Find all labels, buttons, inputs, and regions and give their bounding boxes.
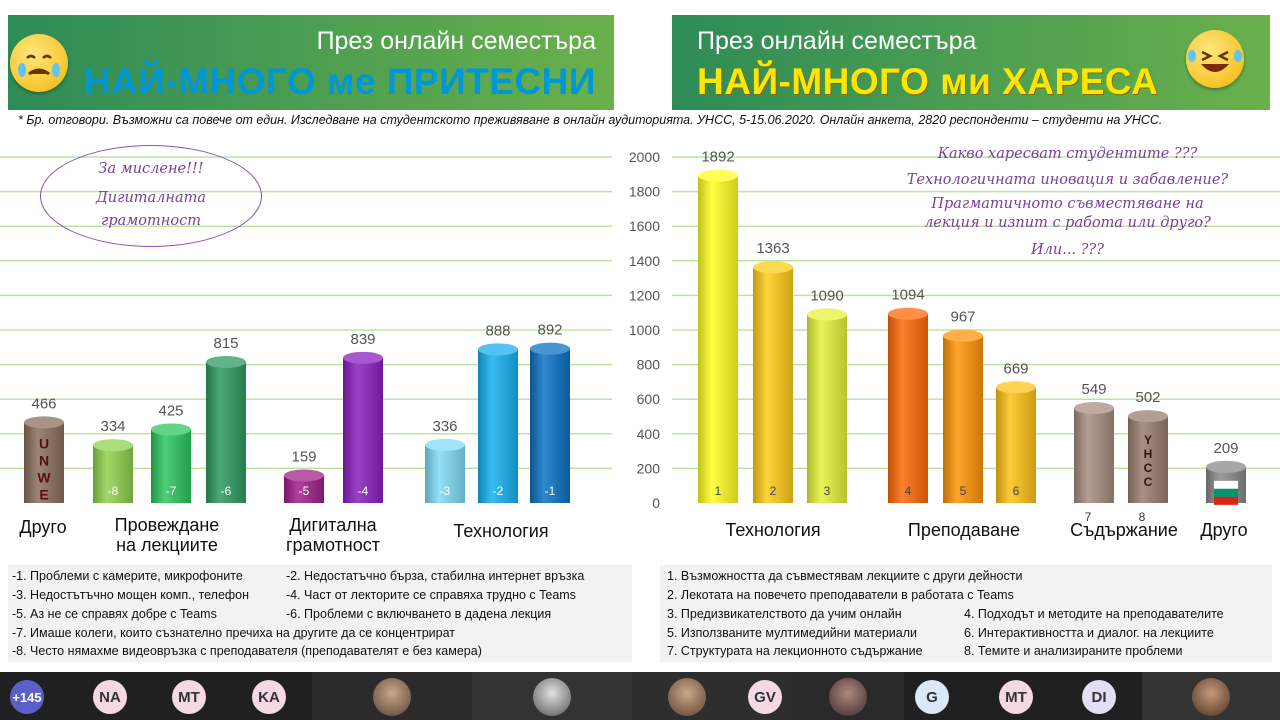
- footnote: * Бр. отговори. Възможни са повече от един. Изследване на студентското преживяване в онлайн аудиторията. УНСС, 5-15.06.2020. Онлайн анкета, 2820 респонденти – студенти на УНСС.: [18, 113, 1163, 127]
- flag-stripe: [1214, 489, 1238, 497]
- bar-top: [478, 343, 518, 355]
- bar-index-label: -1: [544, 484, 556, 498]
- bar-top: [1074, 402, 1114, 414]
- bar-index-label: 5: [959, 484, 967, 498]
- data-label: 967: [950, 308, 976, 326]
- bar-index-label: 6: [1012, 484, 1020, 498]
- bar: [807, 314, 847, 503]
- bar-top: [807, 308, 847, 320]
- data-label: 1363: [756, 240, 790, 258]
- legend-left-item: -7. Имаше колеги, които съзнателно пречиха на другите да се концентрират: [12, 626, 455, 640]
- bar-top: [151, 423, 191, 435]
- category-label: Друго: [19, 517, 67, 537]
- bar-image-letter: H: [1143, 447, 1153, 462]
- bar-image-letter: E: [39, 486, 49, 503]
- bar-top: [996, 381, 1036, 393]
- data-label: 334: [100, 418, 126, 436]
- legend-left-item: -6. Проблеми с включването в дадена лекция: [286, 607, 552, 621]
- bar-index-label: -8: [107, 484, 119, 498]
- bar-top: [206, 356, 246, 368]
- y-tick-label: 1800: [628, 183, 660, 200]
- left-note-line-2: Дигиталната: [95, 190, 206, 206]
- more-participants-badge[interactable]: +145: [10, 680, 44, 714]
- legend-right-item: 4. Подходът и методите на преподавателите: [964, 607, 1224, 621]
- participant-avatar[interactable]: NA: [93, 680, 127, 714]
- data-label: 815: [213, 335, 239, 353]
- bar-index-label: 3: [823, 484, 831, 498]
- flag-stripe: [1214, 481, 1238, 489]
- legend-right-item: 3. Предизвикателството да учим онлайн: [667, 607, 902, 621]
- bar-image-letter: Y: [1143, 433, 1153, 448]
- participant-photo[interactable]: [829, 678, 867, 716]
- data-label: 892: [537, 321, 563, 339]
- legend-right-box: [660, 565, 1272, 662]
- category-label: Технология: [453, 521, 549, 541]
- y-tick-label: 400: [636, 425, 660, 442]
- right-note-line-3: Прагматичното съвместяване на: [931, 196, 1204, 212]
- banner-left-title: НАЙ-МНОГО ме ПРИТЕСНИ: [83, 61, 596, 102]
- y-axis-ticks: [629, 149, 660, 511]
- bar-index-label: -5: [298, 484, 310, 498]
- y-tick-label: 200: [636, 460, 660, 477]
- data-label: 209: [1213, 439, 1239, 457]
- bar-index-label: -4: [357, 484, 369, 498]
- data-label: 336: [432, 417, 458, 435]
- bar-index-label: 7: [1084, 510, 1092, 524]
- bar-image-letter: N: [38, 452, 50, 469]
- right-note-line-1: Какво харесват студентите ???: [937, 146, 1198, 162]
- participant-photo[interactable]: [1192, 678, 1230, 716]
- left-note-line-3: грамотност: [101, 213, 201, 229]
- bar-top: [93, 439, 133, 451]
- bar-index-label: -7: [165, 484, 177, 498]
- category-label: Друго: [1200, 520, 1248, 540]
- participant-photo[interactable]: [533, 678, 571, 716]
- category-label: Дигитална: [289, 515, 377, 535]
- flag-stripe: [1214, 497, 1238, 505]
- data-label: 1094: [891, 286, 925, 304]
- bar: [753, 267, 793, 503]
- bar-top: [888, 308, 928, 320]
- bar-top: [530, 343, 570, 355]
- bar-top: [753, 261, 793, 273]
- y-tick-label: 0: [652, 495, 660, 511]
- participant-photo[interactable]: [373, 678, 411, 716]
- y-tick-label: 1400: [628, 252, 660, 269]
- legend-right-item: 2. Лекотата на повечето преподаватели в работата с Teams: [667, 588, 1014, 602]
- bar-top: [1128, 410, 1168, 422]
- legend-left-item: -4. Част от лекторите се справяха трудно с Teams: [286, 588, 576, 602]
- bar-top: [343, 352, 383, 364]
- y-tick-label: 1600: [628, 218, 660, 235]
- left-note-line-1: За мислене!!!: [98, 161, 204, 177]
- bar: [530, 349, 570, 503]
- participant-avatar[interactable]: KA: [252, 680, 286, 714]
- legend-right-item: 7. Структурата на лекционното съдържание: [667, 644, 923, 658]
- participant-avatar[interactable]: GV: [748, 680, 782, 714]
- bar-index-label: 4: [904, 484, 912, 498]
- y-tick-label: 2000: [628, 149, 660, 165]
- legend-right-item: 1. Възможността да съвместявам лекциите с други дейности: [667, 569, 1023, 583]
- y-tick-label: 1200: [628, 287, 660, 304]
- data-label: 502: [1135, 389, 1161, 407]
- bar-image-letter: C: [1143, 461, 1153, 476]
- category-label: грамотност: [285, 535, 381, 555]
- bar: [206, 362, 246, 503]
- legend-left-item: -8. Често нямахме видеовръзка с преподавателя (преподавателят е без камера): [12, 644, 482, 658]
- y-tick-label: 600: [636, 391, 660, 408]
- category-label: Провеждане: [114, 515, 220, 535]
- legend-right-item: 6. Интерактивността и диалог. на лекциите: [964, 626, 1214, 640]
- participant-photo[interactable]: [668, 678, 706, 716]
- data-label: 159: [291, 448, 317, 466]
- bar: [1074, 408, 1114, 503]
- category-label: Съдържание: [1070, 520, 1178, 540]
- bar-top: [1206, 461, 1246, 473]
- right-note-line-4: лекция и изпит с работа или друго?: [924, 215, 1211, 231]
- data-label: 888: [485, 322, 511, 340]
- legend-left-item: -3. Недостътъчно мощен комп., телефон: [12, 588, 250, 602]
- participant-avatar[interactable]: G: [915, 680, 949, 714]
- bar-top: [943, 330, 983, 342]
- bar: [478, 349, 518, 503]
- bar: [698, 176, 738, 503]
- legend-left-box: [8, 565, 632, 662]
- bar-top: [24, 416, 64, 428]
- right-note-line-5: Или... ???: [1031, 242, 1104, 258]
- participant-avatar[interactable]: DI: [1082, 680, 1116, 714]
- category-label: на лекциите: [116, 535, 218, 555]
- bar-top: [698, 170, 738, 182]
- bar-image-letter: W: [37, 469, 51, 486]
- right-note-line-2: Технологичната иновация и забавление?: [906, 172, 1229, 188]
- data-label: 669: [1003, 360, 1029, 378]
- banner-right-title: НАЙ-МНОГО ми ХАРЕСА: [697, 61, 1159, 102]
- bar: [888, 314, 928, 503]
- group-labels-right: [725, 520, 1247, 540]
- bar: [943, 336, 983, 503]
- bars-left: [24, 322, 570, 503]
- data-label: 549: [1081, 381, 1107, 399]
- bar-top: [425, 439, 465, 451]
- bar-index-label: -6: [220, 484, 232, 498]
- data-label: 425: [158, 402, 184, 420]
- y-tick-label: 1000: [628, 322, 660, 338]
- legend-right-item: 8. Темите и анализираните проблеми: [964, 644, 1183, 658]
- data-label: 839: [350, 330, 376, 348]
- data-label: 1090: [810, 287, 844, 305]
- data-label: 1892: [701, 148, 735, 166]
- participant-avatar[interactable]: MT: [999, 680, 1033, 714]
- bar: [343, 358, 383, 503]
- legend-left-item: -1. Проблеми с камерите, микрофоните: [12, 569, 243, 583]
- banner-right-subtitle: През онлайн семестъра: [697, 27, 977, 55]
- bar-index-label: -2: [492, 484, 504, 498]
- category-label: Преподаване: [907, 520, 1021, 540]
- legend-right-item: 5. Използваните мултимедийни материали: [667, 626, 917, 640]
- bar-image-letter: C: [1143, 475, 1153, 490]
- data-label: 466: [31, 395, 57, 413]
- bar-index-label: 2: [769, 484, 777, 498]
- participant-avatar[interactable]: MT: [172, 680, 206, 714]
- group-labels-left: [19, 515, 548, 555]
- bar-index-label: 1: [714, 484, 722, 498]
- bar-image-letter: U: [38, 435, 50, 452]
- category-label: Технология: [725, 520, 821, 540]
- bar-index-label: -3: [439, 484, 451, 498]
- legend-left-item: -2. Недостатъчно бърза, стабилна интернет връзка: [286, 569, 585, 583]
- banner-left-subtitle: През онлайн семестъра: [316, 27, 596, 55]
- bar-top: [284, 469, 324, 481]
- bar-index-label: 8: [1138, 510, 1146, 524]
- y-tick-label: 800: [636, 356, 660, 373]
- legend-left-item: -5. Аз не се справях добре с Teams: [12, 607, 217, 621]
